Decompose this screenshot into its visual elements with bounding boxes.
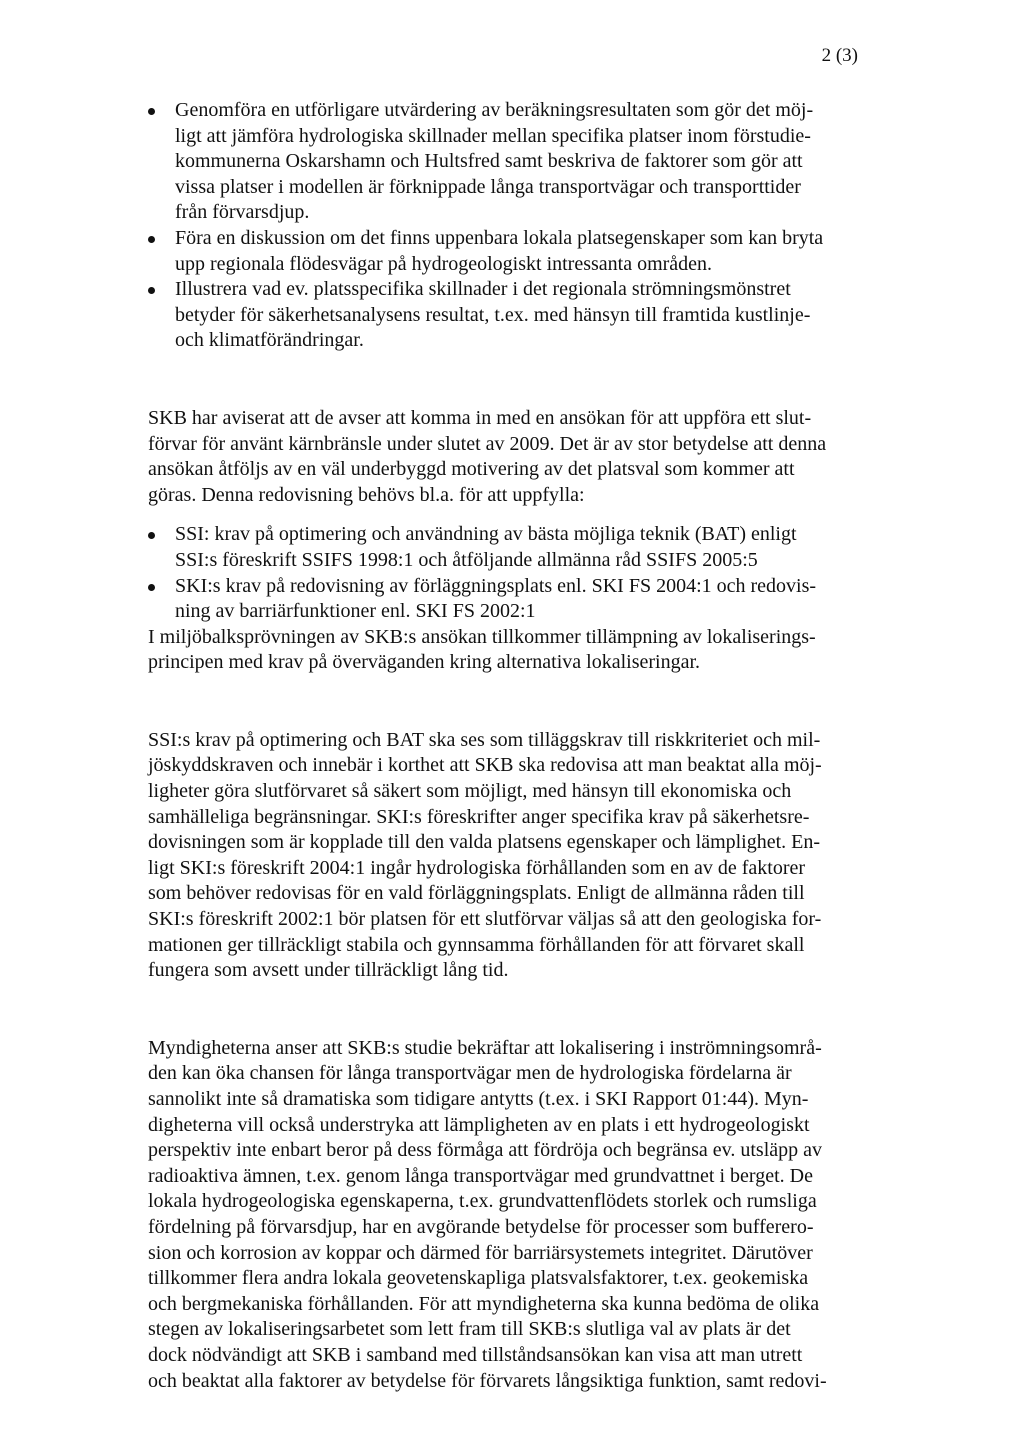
text-line: som behöver redovisas för en vald förläggningsplats. Enligt de allmänna råden till [148,882,805,905]
text-line: lokala hydrogeologiska egenskaperna, t.ex. grundvattenflödets storlek och rumsliga [148,1190,817,1213]
paragraph-authorities-view [148,1036,860,1394]
text-line: SKI:s krav på redovisning av förläggningsplats enl. SKI FS 2004:1 och redovis- [175,574,817,597]
text-line: perspektiv inte enbart beror på dess förmåga att fördröja och begränsa ev. utsläpp av [148,1139,823,1162]
text-line: SSI: krav på optimering och användning av bästa möjliga teknik (BAT) enligt [175,523,797,546]
text-line: sion och korrosion av koppar och därmed för barriärsystemets integritet. Därutöver [148,1241,813,1264]
text-line: SSI:s föreskrift SSIFS 1998:1 och åtföljande allmänna råd SSIFS 2005:5 [175,548,758,571]
text-line: ligt SKI:s föreskrift 2004:1 ingår hydrologiska förhållanden som en av de faktorer [148,856,806,879]
text-line: ansökan åtföljs av en väl underbyggd motivering av det platsval som kommer att [148,458,795,481]
text-line: göras. Denna redovisning behövs bl.a. för att uppfylla: [148,483,585,506]
text-line: ning av barriärfunktioner enl. SKI FS 2002:1 [175,600,536,623]
bullet-icon [148,236,155,243]
text-line: och beaktat alla faktorer av betydelse för förvarets långsiktiga funktion, samt redovi- [148,1369,827,1392]
text-line: ligt att jämföra hydrologiska skillnader mellan specifika platser inom förstudie- [175,124,811,147]
text-line: SKB har aviserat att de avser att komma in med en ansökan för att uppföra ett slut- [148,406,812,429]
paragraph-skb-application [148,406,860,508]
text-line: SKI:s föreskrift 2002:1 bör platsen för ett slutförvar väljas så att den geologiska for- [148,908,822,931]
text-line: digheterna vill också understryka att lämpligheten av en plats i ett hydrogeologiskt [148,1113,810,1136]
text-line: samhälleliga begränsningar. SKI:s föreskrifter anger specifika krav på säkerhetsre- [148,805,810,828]
text-line: upp regionala flödesvägar på hydrogeologiskt intressanta områden. [175,252,713,275]
text-line: och bergmekaniska förhållanden. För att myndigheterna ska kunna bedöma de olika [148,1292,820,1315]
text-line: mationen ger tillräckligt stabila och gynnsamma förhållanden för att förvaret skall [148,933,805,956]
bullet-item [148,98,860,226]
text-line: Föra en diskussion om det finns uppenbara lokala platsegenskaper som kan bryta [175,226,824,249]
paragraph-miljobalk [148,625,860,676]
text-line: förvar för använt kärnbränsle under slutet av 2009. Det är av stor betydelse att denna [148,432,827,455]
bullet-item [148,574,860,625]
bullet-icon [148,584,155,591]
text-line: från förvarsdjup. [175,201,310,224]
text-line: och klimatförändringar. [175,329,364,352]
text-line: I miljöbalksprövningen av SKB:s ansökan tillkommer tillämpning av lokaliserings- [148,625,816,648]
text-line: kommunerna Oskarshamn och Hultsfred samt beskriva de faktorer som gör att [175,150,803,173]
text-line: stegen av lokaliseringsarbetet som lett fram till SKB:s slutliga val av plats är det [148,1318,791,1341]
bullet-list-requirements [148,522,860,624]
text-line: fungera som avsett under tillräckligt lång tid. [148,959,509,982]
bullet-list-study-goals [148,98,860,354]
document-body [148,98,860,1394]
text-line: principen med krav på överväganden kring alternativa lokaliseringar. [148,651,701,674]
page-number: 2 (3) [821,45,858,66]
text-line: betyder för säkerhetsanalysens resultat, t.ex. med hänsyn till framtida kustlinje- [175,303,811,326]
bullet-item [148,277,860,354]
bullet-item [148,226,860,277]
bullet-icon [148,287,155,294]
text-line: dock nödvändigt att SKB i samband med tillståndsansökan kan visa att man utrett [148,1343,803,1366]
bullet-icon [148,108,155,115]
text-line: den kan öka chansen för långa transportvägar men de hydrologiska fördelarna är [148,1062,792,1085]
text-line: ligheter göra slutförvaret så säkert som möjligt, med hänsyn till ekonomiska och [148,780,792,803]
text-line: Genomföra en utförligare utvärdering av beräkningsresultaten som gör det möj- [175,99,814,121]
text-line: sannolikt inte så dramatiska som tidigare antytts (t.ex. i SKI Rapport 01:44). Myn- [148,1088,809,1110]
paragraph-ssi-requirements [148,728,860,984]
text-line: vissa platser i modellen är förknippade långa transportvägar och transporttider [175,175,801,198]
text-line: jöskyddskraven och innebär i korthet att SKB ska redovisa att man beaktat alla möj- [148,754,822,777]
text-line: Illustrera vad ev. platsspecifika skillnader i det regionala strömningsmönstret [175,278,791,301]
text-line: fördelning på förvarsdjup, har en avgörande betydelse för processer som bufferero- [148,1215,814,1238]
text-line: radioaktiva ämnen, t.ex. genom långa transportvägar med grundvattnet i berget. De [148,1164,813,1187]
text-line: Myndigheterna anser att SKB:s studie bekräftar att lokalisering i inströmningsområ- [148,1036,822,1059]
bullet-item [148,522,860,573]
text-line: SSI:s krav på optimering och BAT ska ses som tilläggskrav till riskkriteriet och mil- [148,728,821,751]
text-line: tillkommer flera andra lokala geovetenskapliga platsvalsfaktorer, t.ex. geokemiska [148,1267,809,1290]
bullet-icon [148,532,155,539]
text-line: dovisningen som är kopplade till den valda platsens egenskaper och lämplighet. En- [148,831,821,854]
